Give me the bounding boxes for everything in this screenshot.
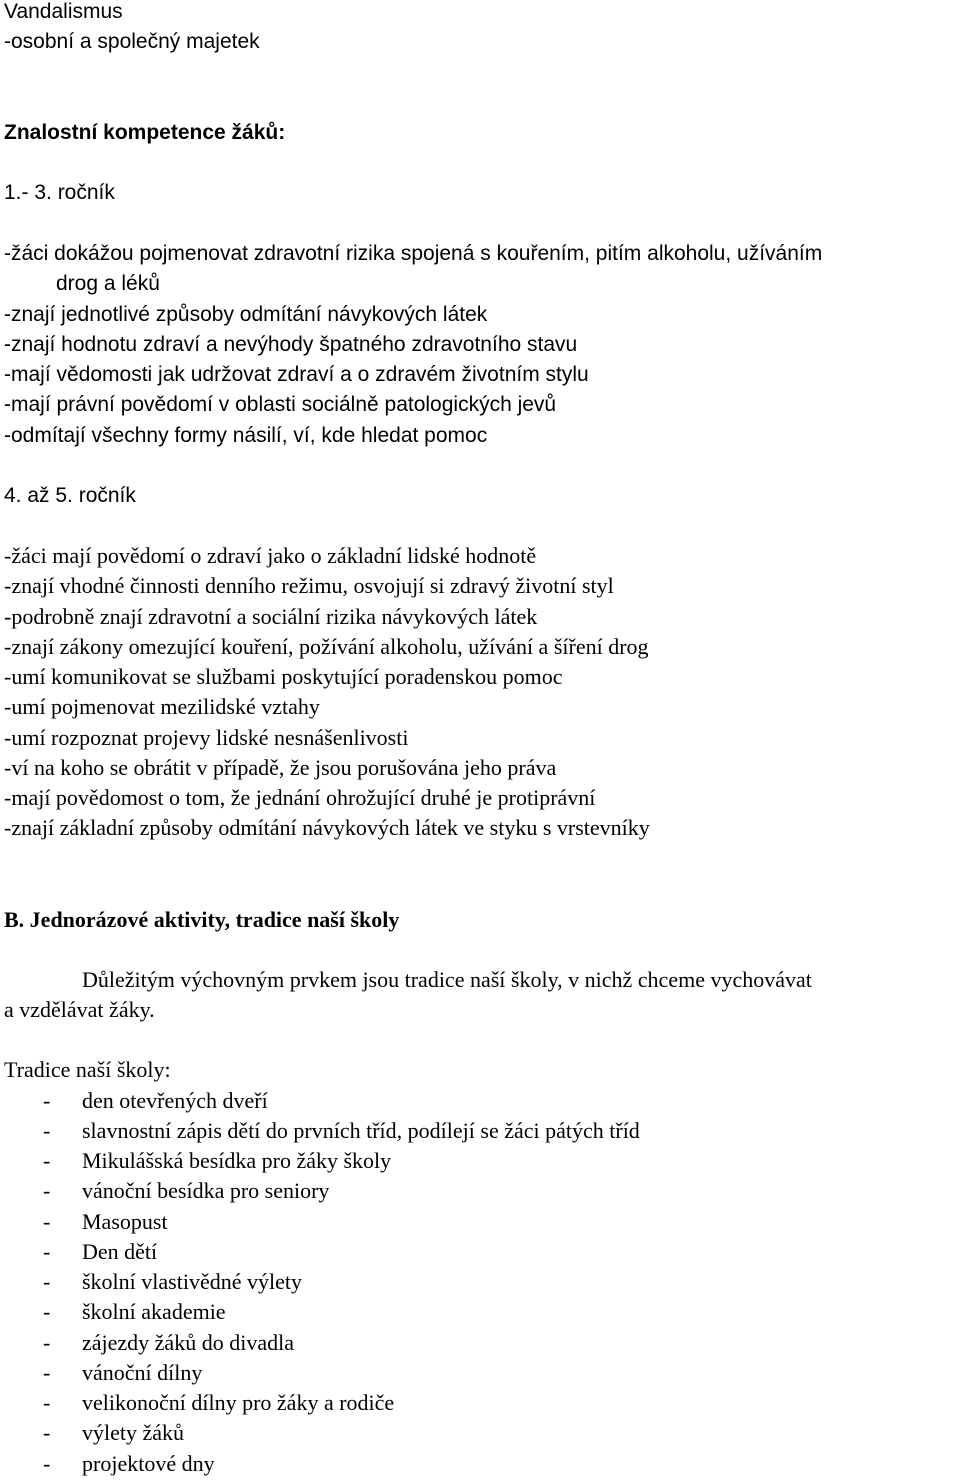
grade-4-5-heading: 4. až 5. ročník: [4, 484, 136, 507]
grade-1-3-item: -znají hodnotu zdraví a nevýhody špatného zdravotního stavu: [4, 333, 578, 356]
list-item-text: den otevřených dveří: [82, 1088, 268, 1113]
list-bullet: -: [43, 1330, 51, 1355]
grade-4-5-item: -znají základní způsoby odmítání návykových látek ve styku s vrstevníky: [4, 815, 650, 840]
knowledge-heading: Znalostní kompetence žáků:: [4, 121, 286, 144]
list-bullet: -: [43, 1269, 51, 1294]
grade-1-3-item: -žáci dokážou pojmenovat zdravotní rizika spojená s kouřením, pitím alkoholu, užíváním: [4, 242, 823, 265]
section-b-intro: Důležitým výchovným prvkem jsou tradice naší školy, v nichž chceme vychovávat: [82, 967, 812, 992]
grade-1-3-item: -odmítají všechny formy násilí, ví, kde hledat pomoc: [4, 424, 488, 447]
list-bullet: -: [43, 1420, 51, 1445]
grade-4-5-item: -umí komunikovat se službami poskytující poradenskou pomoc: [4, 664, 563, 689]
list-bullet: -: [43, 1118, 51, 1143]
list-item-text: velikonoční dílny pro žáky a rodiče: [82, 1390, 395, 1415]
grade-4-5-item: -ví na koho se obrátit v případě, že jsou porušována jeho práva: [4, 755, 557, 780]
grade-1-3-heading: 1.- 3. ročník: [4, 181, 115, 204]
list-item-text: Masopust: [82, 1209, 168, 1234]
list-item-text: školní vlastivědné výlety: [82, 1269, 302, 1294]
list-bullet: -: [43, 1451, 51, 1476]
grade-4-5-item: -žáci mají povědomí o zdraví jako o základní lidské hodnotě: [4, 543, 537, 568]
list-bullet: -: [43, 1239, 51, 1264]
grade-1-3-item: -mají vědomosti jak udržovat zdraví a o zdravém životním stylu: [4, 363, 589, 386]
grade-1-3-item: drog a léků: [56, 272, 160, 295]
list-item-text: zájezdy žáků do divadla: [82, 1330, 294, 1355]
grade-4-5-item: -umí rozpoznat projevy lidské nesnášenlivosti: [4, 725, 409, 750]
list-bullet: -: [43, 1178, 51, 1203]
section-b-heading: B. Jednorázové aktivity, tradice naší školy: [4, 907, 400, 932]
list-bullet: -: [43, 1209, 51, 1234]
list-bullet: -: [43, 1360, 51, 1385]
traditions-heading: Tradice naší školy:: [4, 1057, 171, 1082]
list-item-text: slavnostní zápis dětí do prvních tříd, podílejí se žáci pátých tříd: [82, 1118, 640, 1143]
list-bullet: -: [43, 1088, 51, 1113]
document-title: Vandalismus: [4, 0, 123, 23]
grade-4-5-item: -znají vhodné činnosti denního režimu, osvojují si zdravý životní styl: [4, 573, 614, 598]
section-b-intro: a vzdělávat žáky.: [4, 997, 155, 1022]
document-subtitle: -osobní a společný majetek: [4, 30, 260, 53]
list-bullet: -: [43, 1299, 51, 1324]
list-item-text: Den dětí: [82, 1239, 158, 1264]
list-item-text: vánoční dílny: [82, 1360, 203, 1385]
list-item-text: Mikulášská besídka pro žáky školy: [82, 1148, 392, 1173]
list-bullet: -: [43, 1390, 51, 1415]
grade-4-5-item: -znají zákony omezující kouření, požívání alkoholu, užívání a šíření drog: [4, 634, 649, 659]
grade-1-3-item: -mají právní povědomí v oblasti sociálně patologických jevů: [4, 393, 557, 416]
grade-4-5-item: -mají povědomost o tom, že jednání ohrožující druhé je protiprávní: [4, 785, 596, 810]
grade-1-3-item: -znají jednotlivé způsoby odmítání návykových látek: [4, 303, 488, 326]
list-item-text: školní akademie: [82, 1299, 226, 1324]
grade-4-5-item: -umí pojmenovat mezilidské vztahy: [4, 694, 320, 719]
list-item-text: projektové dny: [82, 1451, 215, 1476]
list-bullet: -: [43, 1148, 51, 1173]
grade-4-5-item: -podrobně znají zdravotní a sociální rizika návykových látek: [4, 604, 538, 629]
list-item-text: výlety žáků: [82, 1420, 185, 1445]
list-item-text: vánoční besídka pro seniory: [82, 1178, 330, 1203]
